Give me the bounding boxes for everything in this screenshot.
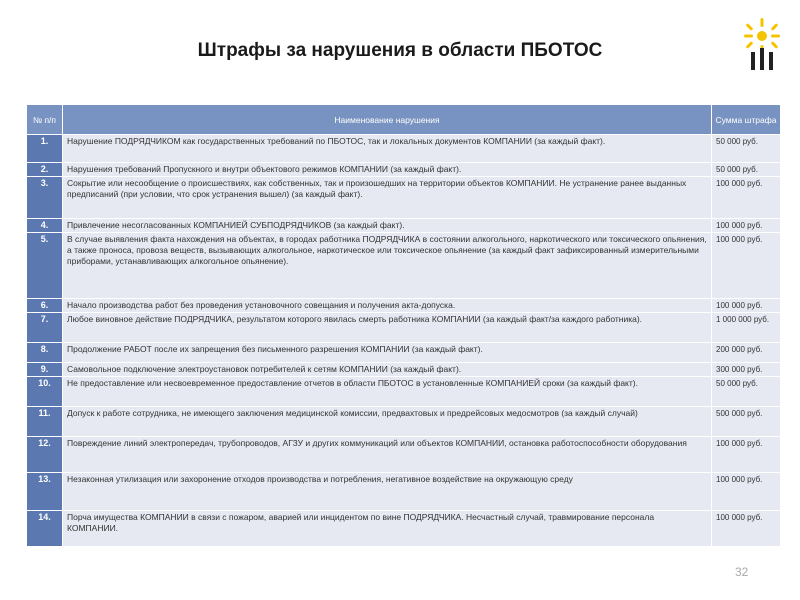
row-fine: 1 000 000 руб. <box>712 313 781 343</box>
row-fine: 100 000 руб. <box>712 233 781 299</box>
row-number: 2. <box>27 163 63 177</box>
table-row <box>27 313 781 343</box>
row-violation: Повреждение линий электропередач, трубопроводов, АГЗУ и других коммуникаций или объектов КОМПАНИИ, остановка работоспособности оборудования <box>63 437 712 473</box>
row-fine: 100 000 руб. <box>712 177 781 219</box>
row-number: 8. <box>27 343 63 363</box>
row-violation: Сокрытие или несообщение о происшествиях, как собственных, так и произошедших на территории объектов КОМПАНИИ. Не устранение ранее выданных предписаний (при условии, что срок устранения вышел) (за каждый факт). <box>63 177 712 219</box>
row-number: 3. <box>27 177 63 219</box>
page-number: 32 <box>735 565 749 579</box>
row-number: 9. <box>27 363 63 377</box>
row-fine: 100 000 руб. <box>712 511 781 547</box>
table-row <box>27 363 781 377</box>
table-row <box>27 177 781 219</box>
table-header-row <box>27 105 781 135</box>
page-title: Штрафы за нарушения в области ПБОТОС <box>197 40 603 61</box>
table-row <box>27 163 781 177</box>
table-row <box>27 135 781 163</box>
row-fine: 100 000 руб. <box>712 473 781 511</box>
row-violation: Начало производства работ без проведения установочного совещания и получения акта-допуска. <box>63 299 712 313</box>
table-row <box>27 437 781 473</box>
row-fine: 50 000 руб. <box>712 163 781 177</box>
table-row <box>27 377 781 407</box>
table-row <box>27 343 781 363</box>
row-violation: Самовольное подключение электроустановок потребителей к сетям КОМПАНИИ (за каждый факт). <box>63 363 712 377</box>
header-fine-amount: Сумма штрафа <box>712 105 781 135</box>
row-violation: Нарушения требований Пропускного и внутри объектового режимов КОМПАНИИ (за каждый факт). <box>63 163 712 177</box>
row-number: 6. <box>27 299 63 313</box>
fines-table-wrapper <box>26 104 780 547</box>
row-number: 5. <box>27 233 63 299</box>
row-fine: 200 000 руб. <box>712 343 781 363</box>
header-number: № п/п <box>27 105 63 135</box>
row-number: 10. <box>27 377 63 407</box>
row-fine: 100 000 руб. <box>712 219 781 233</box>
row-violation: Допуск к работе сотрудника, не имеющего заключения медицинской комиссии, предвахтовых и предрейсовых медосмотров (за каждый случай) <box>63 407 712 437</box>
row-violation: Незаконная утилизация или захоронение отходов производства и потребления, негативное воздействие на окружающую среду <box>63 473 712 511</box>
row-fine: 50 000 руб. <box>712 135 781 163</box>
sun-logo-icon <box>739 14 785 72</box>
row-fine: 500 000 руб. <box>712 407 781 437</box>
row-number: 7. <box>27 313 63 343</box>
row-fine: 100 000 руб. <box>712 299 781 313</box>
row-violation: Нарушение ПОДРЯДЧИКОМ как государственных требований по ПБОТОС, так и локальных документов КОМПАНИИ (за каждый факт). <box>63 135 712 163</box>
table-row <box>27 511 781 547</box>
row-number: 1. <box>27 135 63 163</box>
row-number: 13. <box>27 473 63 511</box>
table-row <box>27 219 781 233</box>
row-fine: 50 000 руб. <box>712 377 781 407</box>
table-row <box>27 233 781 299</box>
row-violation: Продолжение РАБОТ после их запрещения без письменного разрешения КОМПАНИИ (за каждый факт). <box>63 343 712 363</box>
row-number: 14. <box>27 511 63 547</box>
table-row <box>27 473 781 511</box>
table-row <box>27 407 781 437</box>
row-violation: Не предоставление или несвоевременное предоставление отчетов в области ПБОТОС в установленные КОМПАНИЕЙ сроки (за каждый факт). <box>63 377 712 407</box>
row-fine: 300 000 руб. <box>712 363 781 377</box>
row-number: 12. <box>27 437 63 473</box>
header-violation: Наименование нарушения <box>63 105 712 135</box>
row-violation: Привлечение несогласованных КОМПАНИЕЙ СУБПОДРЯДЧИКОВ (за каждый факт). <box>63 219 712 233</box>
row-violation: Порча имущества КОМПАНИИ в связи с пожаром, аварией или инцидентом по вине ПОДРЯДЧИКА. Несчастный случай, травмирование персонала КОМПАНИИ. <box>63 511 712 547</box>
row-number: 11. <box>27 407 63 437</box>
row-violation: Любое виновное действие ПОДРЯДЧИКА, результатом которого явилась смерть работника КОМПАНИИ (за каждый факт/за каждого работника). <box>63 313 712 343</box>
row-fine: 100 000 руб. <box>712 437 781 473</box>
row-number: 4. <box>27 219 63 233</box>
row-violation: В случае выявления факта нахождения на объектах, в городах работника ПОДРЯДЧИКА в состоянии алкогольного, наркотического или токсического опьянения, а также проноса, провоза веществ, вызывающих алкогольное, наркотическое или токсическое опьянение (за каждый факт зафиксированный измерительными приборами, устанавливающих алкогольное опьянение). <box>63 233 712 299</box>
table-row <box>27 299 781 313</box>
fines-table <box>26 104 781 547</box>
